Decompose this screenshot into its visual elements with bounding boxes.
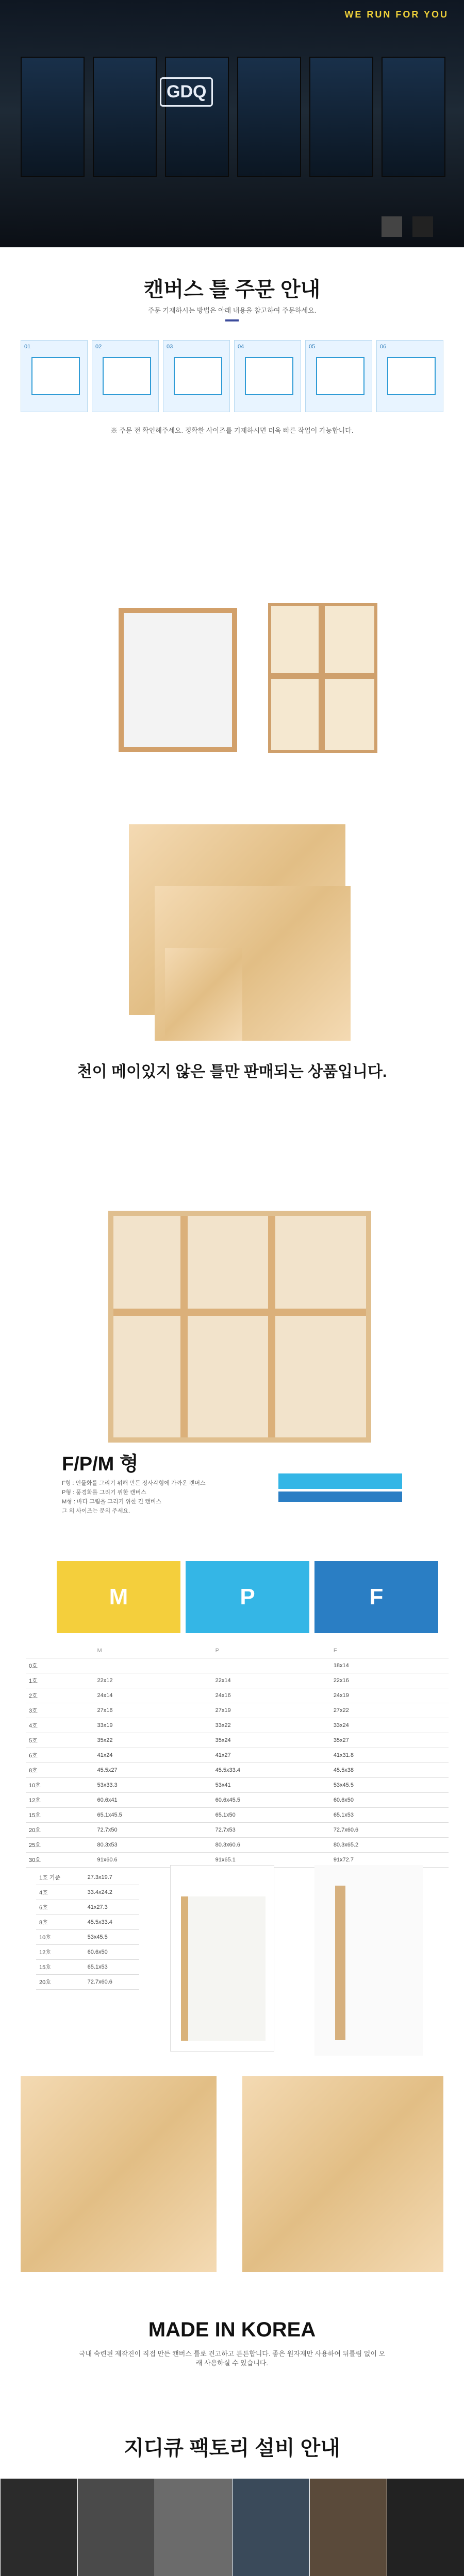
store-logo: GDQ [160, 77, 213, 107]
table-cell: 45.5x33.4 [85, 1915, 139, 1930]
badge-icon [412, 216, 433, 237]
table-cell: 45.5x33.4 [212, 1763, 330, 1778]
table-cell: 25호 [26, 1838, 94, 1853]
table-cell: 3호 [26, 1703, 94, 1718]
storefront-window [21, 57, 85, 177]
table-cell: 72.7x60.6 [330, 1823, 449, 1838]
wood-closeup-image [21, 2076, 217, 2272]
storefront-window [237, 57, 301, 177]
check-icon [387, 357, 436, 395]
table-cell: 41x27.3 [85, 1900, 139, 1915]
type-f-box: F [314, 1561, 438, 1633]
fpm-desc-line: 그 외 사이즈는 문의 주세요. [62, 1508, 130, 1514]
step-card: 01 [21, 340, 88, 412]
table-cell: 65.1x53 [85, 1960, 139, 1975]
step-card: 04 [234, 340, 301, 412]
type-m-box: M [57, 1561, 180, 1633]
table-cell: 10호 [26, 1778, 94, 1793]
table-cell: 20호 [36, 1975, 85, 1990]
table-cell: 80.3x53 [94, 1838, 212, 1853]
table-row [26, 1733, 449, 1748]
table-cell: 27x19 [212, 1703, 330, 1718]
storefront-window [309, 57, 373, 177]
table-cell: 41x31.8 [330, 1748, 449, 1763]
table-cell: 30호 [26, 1853, 94, 1868]
table-cell: 41x24 [94, 1748, 212, 1763]
table-cell: 4호 [26, 1718, 94, 1733]
table-cell: 60.6x41 [94, 1793, 212, 1808]
stretched-canvas-image [119, 608, 237, 752]
truck-icon [245, 357, 293, 395]
canvas-side-image [314, 1865, 423, 2056]
fpm-description [62, 1479, 258, 1516]
table-row [36, 1960, 139, 1975]
plywood-panel-image [165, 948, 242, 1041]
table-cell [212, 1658, 330, 1673]
table-cell: 18x14 [330, 1658, 449, 1673]
table-row [36, 1945, 139, 1960]
table-cell: 35x22 [94, 1733, 212, 1748]
size-table [36, 1870, 139, 1990]
table-cell: 53x33.3 [94, 1778, 212, 1793]
table-cell: 33x24 [330, 1718, 449, 1733]
table-cell: 72.7x60.6 [85, 1975, 139, 1990]
table-cell: 1호 기준 [36, 1870, 85, 1885]
table-cell: 27x22 [330, 1703, 449, 1718]
table-cell: 60.6x45.5 [212, 1793, 330, 1808]
table-cell: 8호 [36, 1915, 85, 1930]
table-row [36, 1930, 139, 1945]
table-cell: 33x22 [212, 1718, 330, 1733]
table-cell: 15호 [36, 1960, 85, 1975]
step-card: 05 [305, 340, 372, 412]
table-row [26, 1673, 449, 1688]
factory-photo [77, 2478, 156, 2576]
table-cell: 60.6x50 [330, 1793, 449, 1808]
table-cell: 35x27 [330, 1733, 449, 1748]
table-cell: 8호 [26, 1763, 94, 1778]
table-cell: 27.3x19.7 [85, 1870, 139, 1885]
box-icon [316, 357, 364, 395]
table-cell: 91x65.1 [212, 1853, 330, 1868]
table-cell: 45.5x27 [94, 1763, 212, 1778]
table-header-cell: P [212, 1643, 330, 1658]
order-steps [21, 340, 443, 412]
intro-subtitle: 주문 기재하시는 방법은 아래 내용을 참고하여 주문하세요. [147, 307, 317, 314]
table-cell: 33.4x24.2 [85, 1885, 139, 1900]
table-row [26, 1658, 449, 1673]
raw-frame-caption: 천이 메이있지 않은 틀만 판매되는 상품입니다. [77, 1063, 387, 1080]
table-cell: 10호 [36, 1930, 85, 1945]
factory-photo [232, 2478, 310, 2576]
fpm-desc-line: F형 : 인물화를 그리기 위해 만든 정사각형에 가까운 캔버스 [62, 1480, 206, 1486]
factory-title: 지디큐 팩토리 설비 안내 [124, 2437, 340, 2460]
table-cell: 72.7x53 [212, 1823, 330, 1838]
table-row [36, 1900, 139, 1915]
table-cell: 41x27 [212, 1748, 330, 1763]
table-cell: 65.1x50 [212, 1808, 330, 1823]
table-row [26, 1763, 449, 1778]
table-cell: 12호 [26, 1793, 94, 1808]
table-cell: 0호 [26, 1658, 94, 1673]
table-header-row [26, 1643, 449, 1658]
factory-photo [309, 2478, 388, 2576]
factory-photo [387, 2478, 464, 2576]
fpm-desc-line: M형 : 바다 그림을 그리기 위한 긴 캔버스 [62, 1499, 162, 1505]
fpm-diagram [278, 1492, 402, 1502]
table-cell: 24x19 [330, 1688, 449, 1703]
hero-slogan: WE RUN FOR YOU [344, 9, 449, 20]
made-in-korea-title: MADE IN KOREA [148, 2318, 316, 2341]
table-cell: 53x45.5 [85, 1930, 139, 1945]
table-row [26, 1808, 449, 1823]
table-cell: 4호 [36, 1885, 85, 1900]
fpm-diagram [278, 1473, 402, 1489]
table-cell: 35x24 [212, 1733, 330, 1748]
table-cell: 72.7x50 [94, 1823, 212, 1838]
hero-banner [0, 0, 464, 247]
document-icon [174, 357, 222, 395]
table-cell: 6호 [26, 1748, 94, 1763]
table-cell: 6호 [36, 1900, 85, 1915]
storefront-window [382, 57, 445, 177]
table-cell: 2호 [26, 1688, 94, 1703]
table-cell: 91x72.7 [330, 1853, 449, 1868]
table-row [26, 1823, 449, 1838]
badge-icon [382, 216, 402, 237]
table-cell: 15호 [26, 1808, 94, 1823]
fpm-desc-line: P형 : 풍경화를 그리기 위한 캔버스 [62, 1489, 146, 1496]
table-row [26, 1838, 449, 1853]
table-cell: 22x16 [330, 1673, 449, 1688]
table-row [26, 1688, 449, 1703]
table-row [26, 1778, 449, 1793]
made-in-korea-body: 국내 숙련된 제작진이 직접 만든 캔버스 틀로 견고하고 튼튼합니다. 좋은 원자재만 사용하여 뒤틀림 없이 오래 사용하실 수 있습니다. [78, 2350, 386, 2367]
canvas-corner-image [170, 1865, 274, 2052]
intro-title: 캔버스 틀 주문 안내 [143, 278, 321, 301]
fpm-title: F/P/M 형 [62, 1453, 139, 1475]
table-cell: 65.1x45.5 [94, 1808, 212, 1823]
table-header-cell: F [330, 1643, 449, 1658]
table-cell: 53x41 [212, 1778, 330, 1793]
step-card: 06 [376, 340, 443, 412]
factory-photo [0, 2478, 78, 2576]
table-cell: 22x12 [94, 1673, 212, 1688]
computer-icon [31, 357, 80, 395]
step-card: 03 [163, 340, 230, 412]
table-cell: 24x16 [212, 1688, 330, 1703]
canvas-frame-back-image [268, 603, 377, 753]
type-p-box: P [186, 1561, 309, 1633]
step-card: 02 [92, 340, 159, 412]
table-cell: 24x14 [94, 1688, 212, 1703]
table-cell: 80.3x60.6 [212, 1838, 330, 1853]
cart-icon [103, 357, 151, 395]
table-row [26, 1718, 449, 1733]
storefront-window [165, 57, 229, 177]
table-row [26, 1748, 449, 1763]
intro-note: ※ 주문 전 확인해주세요. 정확한 사이즈를 기재하시면 더욱 빠른 작업이 가능합니다. [110, 427, 354, 434]
table-cell: 80.3x65.2 [330, 1838, 449, 1853]
table-cell: 53x45.5 [330, 1778, 449, 1793]
size-table-grid [36, 1870, 139, 1990]
spec-table [26, 1643, 449, 1868]
divider [225, 319, 239, 321]
table-cell: 45.5x38 [330, 1763, 449, 1778]
table-cell: 12호 [36, 1945, 85, 1960]
table-row [26, 1793, 449, 1808]
table-row [36, 1885, 139, 1900]
table-cell: 27x16 [94, 1703, 212, 1718]
table-cell: 60.6x50 [85, 1945, 139, 1960]
table-row [36, 1975, 139, 1990]
table-row [36, 1870, 139, 1885]
table-cell: 91x60.6 [94, 1853, 212, 1868]
table-row [26, 1703, 449, 1718]
table-cell [94, 1658, 212, 1673]
table-header-cell [26, 1643, 94, 1658]
factory-photo [155, 2478, 233, 2576]
wood-frames-image [108, 1211, 371, 1443]
wood-closeup-image [242, 2076, 443, 2272]
table-cell: 5호 [26, 1733, 94, 1748]
table-cell: 65.1x53 [330, 1808, 449, 1823]
table-header-cell: M [94, 1643, 212, 1658]
table-row [36, 1915, 139, 1930]
storefront-window [93, 57, 157, 177]
table-cell: 22x14 [212, 1673, 330, 1688]
table-cell: 20호 [26, 1823, 94, 1838]
spec-table-wrap [26, 1643, 449, 1868]
table-cell: 1호 [26, 1673, 94, 1688]
factory-photo-grid [0, 2478, 464, 2576]
table-cell: 33x19 [94, 1718, 212, 1733]
